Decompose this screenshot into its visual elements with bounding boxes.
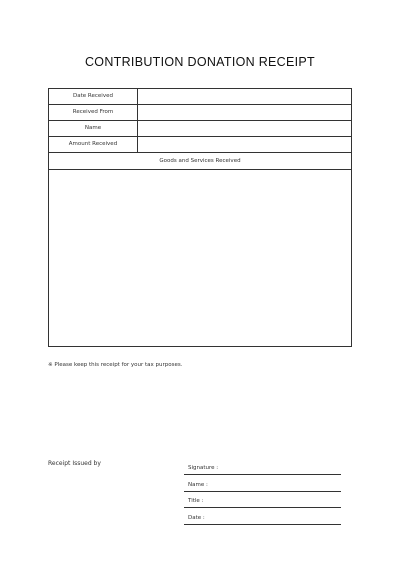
name-field[interactable] [138, 121, 351, 136]
issue-date-label: Date : [188, 515, 205, 521]
date-received-label: Date Received [49, 89, 138, 104]
name-label: Name [49, 121, 138, 136]
amount-received-label: Amount Received [49, 137, 138, 152]
goods-services-field[interactable] [49, 170, 351, 346]
name-row [49, 121, 351, 137]
received-from-field[interactable] [138, 105, 351, 120]
signature-label: Signature : [188, 465, 219, 471]
date-received-row [49, 89, 351, 105]
issue-date-field[interactable] [184, 511, 341, 525]
tax-purposes-note: ※ Please keep this receipt for your tax purposes. [48, 362, 183, 368]
issuer-title-label: Title : [188, 498, 204, 504]
issuer-title-field[interactable] [184, 494, 341, 508]
received-from-row [49, 105, 351, 121]
amount-received-row [49, 137, 351, 153]
issuer-name-label: Name : [188, 482, 208, 488]
goods-services-header: Goods and Services Received [49, 153, 351, 170]
receipt-form-table [48, 88, 352, 347]
issuer-name-field[interactable] [184, 478, 341, 492]
document-title: CONTRIBUTION DONATION RECEIPT [84, 55, 315, 69]
received-from-label: Received From [49, 105, 138, 120]
receipt-issued-by-label: Receipt Issued by [48, 460, 101, 467]
date-received-field[interactable] [138, 89, 351, 104]
amount-received-field[interactable] [138, 137, 351, 152]
signature-field[interactable] [184, 461, 341, 475]
